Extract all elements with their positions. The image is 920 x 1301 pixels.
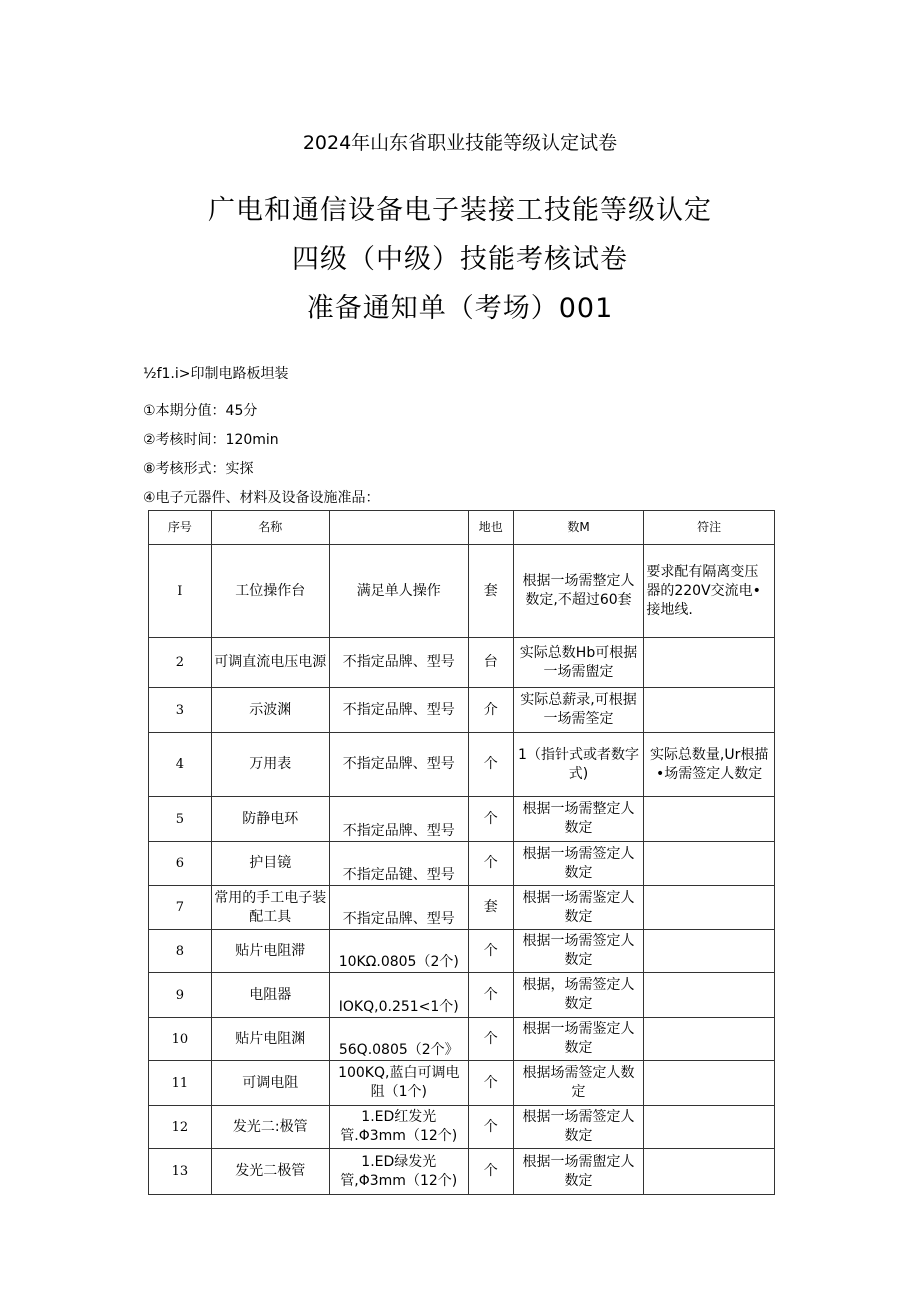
cell-spec: 100KQ,蓝白可调电阻（1个) bbox=[329, 1061, 468, 1106]
cell-quantity: 根据一场需鉴定人数定 bbox=[513, 1018, 644, 1061]
cell-name: 贴片电阻滞 bbox=[211, 930, 329, 973]
table-row bbox=[149, 1149, 775, 1195]
cell-quantity: 根据一场需整定人数定,不超过60套 bbox=[513, 545, 644, 638]
header-remarks: 符注 bbox=[644, 511, 775, 545]
cell-spec: 不指定品牌、型号 bbox=[329, 886, 468, 930]
cell-spec: 1.ED红发光管.Φ3mm（12个) bbox=[329, 1106, 468, 1149]
table-row bbox=[149, 842, 775, 886]
cell-index: 2 bbox=[149, 638, 212, 688]
cell-unit: 个 bbox=[468, 797, 513, 842]
task-name: ½f1.i>印制电路板坦装 bbox=[143, 366, 289, 382]
cell-index: 3 bbox=[149, 688, 212, 733]
cell-remarks bbox=[644, 1018, 775, 1061]
table-row bbox=[149, 930, 775, 973]
cell-index: 4 bbox=[149, 733, 212, 797]
cell-remarks bbox=[644, 797, 775, 842]
cell-spec: 不指定品牌、型号 bbox=[329, 797, 468, 842]
table-header-row bbox=[149, 511, 775, 545]
table-row bbox=[149, 688, 775, 733]
cell-unit: 套 bbox=[468, 545, 513, 638]
cell-spec: 10KΩ.0805（2个) bbox=[329, 930, 468, 973]
cell-quantity: 1（指针式或者数字式) bbox=[513, 733, 644, 797]
exam-year-line: 2024年山东省职业技能等级认定试卷 bbox=[302, 132, 618, 154]
cell-index: 6 bbox=[149, 842, 212, 886]
header-spec bbox=[329, 511, 468, 545]
cell-quantity: 实际总薪录,可根据一场需筌定 bbox=[513, 688, 644, 733]
cell-unit: 台 bbox=[468, 638, 513, 688]
cell-spec: 不指定品键、型号 bbox=[329, 842, 468, 886]
cell-name: 可调电阻 bbox=[211, 1061, 329, 1106]
cell-unit: 个 bbox=[468, 1061, 513, 1106]
cell-remarks bbox=[644, 886, 775, 930]
cell-name: 防静电环 bbox=[211, 797, 329, 842]
cell-spec: 不指定品牌、型号 bbox=[329, 733, 468, 797]
cell-index: 13 bbox=[149, 1149, 212, 1195]
cell-index: 11 bbox=[149, 1061, 212, 1106]
cell-index: 10 bbox=[149, 1018, 212, 1061]
cell-index: 12 bbox=[149, 1106, 212, 1149]
cell-remarks: 要求配有隔离变压器的220V交流电•接地线. bbox=[644, 545, 775, 638]
cell-spec: 56Q.0805（2个》 bbox=[329, 1018, 468, 1061]
cell-unit: 介 bbox=[468, 688, 513, 733]
cell-quantity: 根据一场需签定人数定 bbox=[513, 1106, 644, 1149]
cell-spec: IOKQ,0.251<1个) bbox=[329, 973, 468, 1018]
cell-name: 电阻器 bbox=[211, 973, 329, 1018]
cell-name: 万用表 bbox=[211, 733, 329, 797]
table-row bbox=[149, 886, 775, 930]
table-row bbox=[149, 1061, 775, 1106]
cell-quantity: 根据一场需整定人数定 bbox=[513, 797, 644, 842]
page-title: 广电和通信设备电子装接工技能等级认定 bbox=[208, 195, 712, 226]
score-line: ①本期分值：45分 bbox=[143, 403, 258, 419]
materials-line: ④电子元器件、材料及设备设施准品： bbox=[143, 490, 380, 506]
cell-name: 示波渊 bbox=[211, 688, 329, 733]
cell-remarks bbox=[644, 638, 775, 688]
table-row bbox=[149, 638, 775, 688]
cell-index: 7 bbox=[149, 886, 212, 930]
cell-unit: 个 bbox=[468, 733, 513, 797]
cell-name: 常用的手工电子装配工具 bbox=[211, 886, 329, 930]
page-title-level: 四级（中级）技能考核试卷 bbox=[292, 244, 628, 275]
cell-spec: 1.ED绿发光管,Φ3mm（12个) bbox=[329, 1149, 468, 1195]
cell-unit: 套 bbox=[468, 886, 513, 930]
cell-name: 工位操作台 bbox=[211, 545, 329, 638]
cell-unit: 个 bbox=[468, 973, 513, 1018]
cell-remarks bbox=[644, 1061, 775, 1106]
time-line: ②考核时间：120min bbox=[143, 432, 279, 448]
table-row bbox=[149, 545, 775, 638]
cell-remarks: 实际总数量,Ur根描•场需签定人数定 bbox=[644, 733, 775, 797]
table-row bbox=[149, 797, 775, 842]
page-title-notice: 准备通知单（考场）001 bbox=[306, 293, 614, 324]
cell-name: 贴片电阻渊 bbox=[211, 1018, 329, 1061]
cell-quantity: 根据一场需盥定人数定 bbox=[513, 1149, 644, 1195]
cell-quantity: 根据场需签定人数定 bbox=[513, 1061, 644, 1106]
cell-name: 发光二极管 bbox=[211, 1149, 329, 1195]
cell-remarks bbox=[644, 930, 775, 973]
materials-table bbox=[148, 510, 775, 1195]
cell-remarks bbox=[644, 688, 775, 733]
cell-quantity: 根据，场需签定人数定 bbox=[513, 973, 644, 1018]
cell-quantity: 根据一场需鉴定人数定 bbox=[513, 886, 644, 930]
cell-remarks bbox=[644, 1106, 775, 1149]
cell-spec: 不指定品牌、型号 bbox=[329, 638, 468, 688]
cell-quantity: 实际总数Hb可根据一场需盥定 bbox=[513, 638, 644, 688]
cell-unit: 个 bbox=[468, 842, 513, 886]
cell-spec: 满足单人操作 bbox=[329, 545, 468, 638]
cell-spec: 不指定品牌、型号 bbox=[329, 688, 468, 733]
cell-name: 护目镜 bbox=[211, 842, 329, 886]
cell-index: 5 bbox=[149, 797, 212, 842]
cell-quantity: 根据一场需签定人数定 bbox=[513, 842, 644, 886]
cell-index: 9 bbox=[149, 973, 212, 1018]
cell-remarks bbox=[644, 1149, 775, 1195]
cell-remarks bbox=[644, 842, 775, 886]
header-index: 序号 bbox=[149, 511, 212, 545]
cell-index: 8 bbox=[149, 930, 212, 973]
form-line: ⑧考核形式：实探 bbox=[143, 461, 254, 477]
cell-unit: 个 bbox=[468, 930, 513, 973]
cell-unit: 个 bbox=[468, 1106, 513, 1149]
cell-index: I bbox=[149, 545, 212, 638]
header-quantity: 数M bbox=[513, 511, 644, 545]
cell-unit: 个 bbox=[468, 1018, 513, 1061]
table-row bbox=[149, 1018, 775, 1061]
table-row bbox=[149, 1106, 775, 1149]
header-unit: 地也 bbox=[468, 511, 513, 545]
header-name: 名称 bbox=[211, 511, 329, 545]
table-row bbox=[149, 973, 775, 1018]
table-row bbox=[149, 733, 775, 797]
cell-name: 发光二:极管 bbox=[211, 1106, 329, 1149]
cell-name: 可调直流电压电源 bbox=[211, 638, 329, 688]
cell-quantity: 根据一场需签定人数定 bbox=[513, 930, 644, 973]
cell-remarks bbox=[644, 973, 775, 1018]
cell-unit: 个 bbox=[468, 1149, 513, 1195]
